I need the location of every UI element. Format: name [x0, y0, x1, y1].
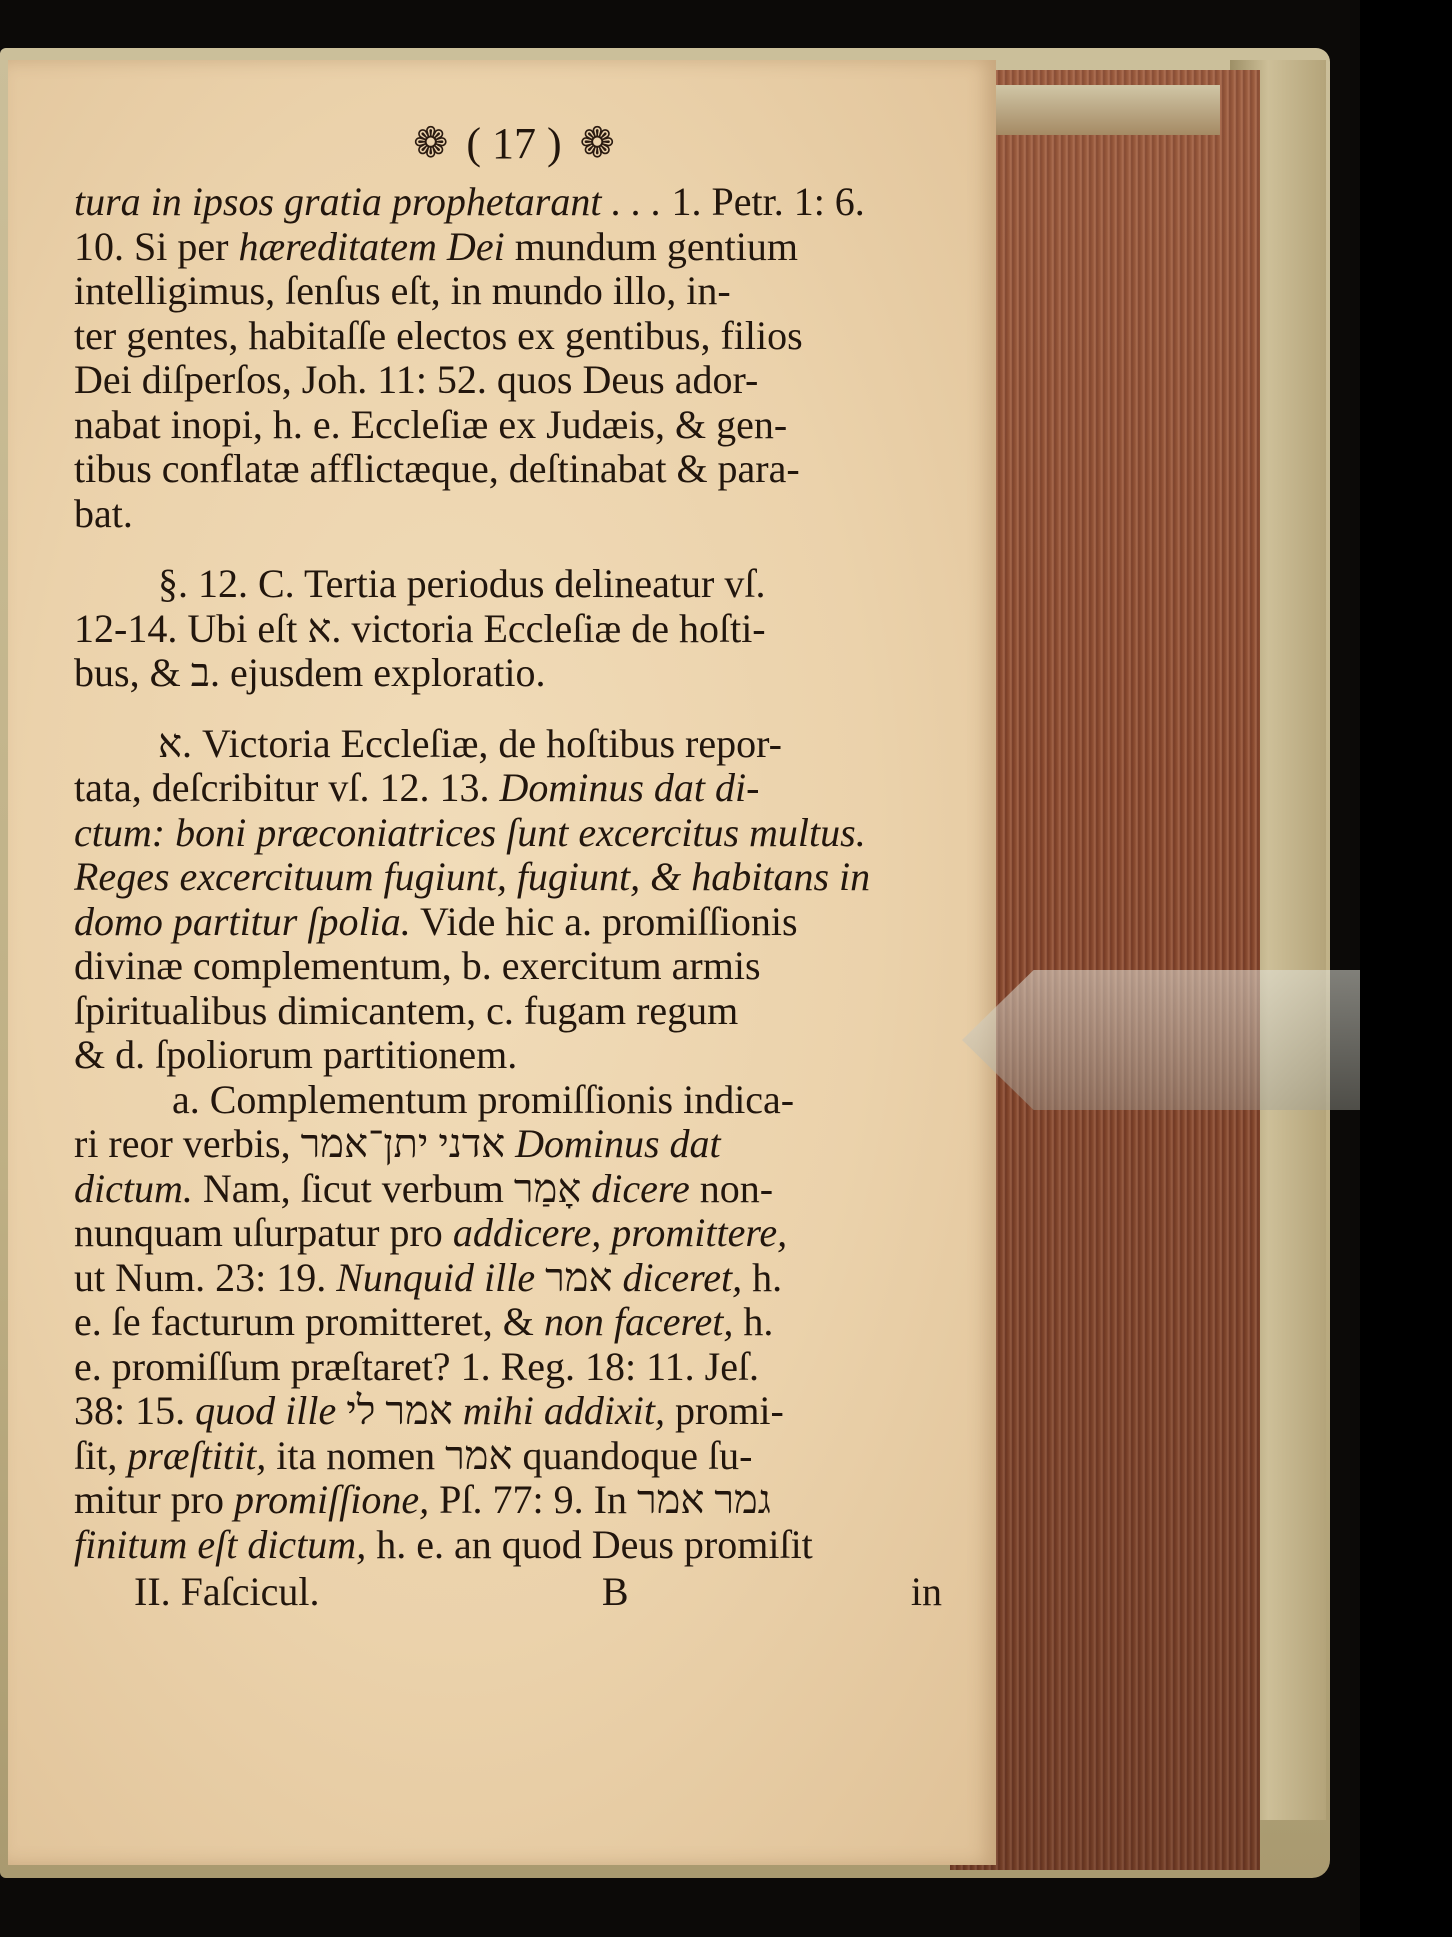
roman-span: Nam, ſicut verbum אָמַר — [192, 1166, 592, 1211]
roman-span: 1. Petr. 1: 6. — [661, 180, 865, 224]
italic-span: ctum: boni præconiatrices ſunt excercitus multus. — [74, 810, 866, 855]
italic-span: Reges excercituum fugiunt, fugiunt, & habitans in — [74, 855, 871, 899]
page-text — [74, 110, 954, 1617]
text-line: §. 12. C. Tertia periodus delineatur vſ. — [158, 562, 766, 606]
text-line — [74, 1434, 954, 1479]
italic-span: mihi addixit, — [462, 1389, 665, 1433]
signature-mark: II. Faſcicul. — [134, 1569, 320, 1614]
text-line — [74, 1211, 954, 1256]
roman-span: ut Num. 23: 19. — [74, 1255, 337, 1300]
roman-span: h. — [742, 1255, 783, 1300]
roman-span: ri reor verbis, אדני יתן־אמר — [74, 1122, 516, 1166]
roman-span: mitur pro — [74, 1478, 234, 1522]
roman-span: Vide hic a. promiſſionis — [410, 899, 798, 944]
background-edge — [1360, 0, 1452, 1937]
roman-span: non- — [689, 1166, 774, 1211]
text-line: Dei diſperſos, Joh. 11: 52. quos Deus ador- — [74, 358, 759, 402]
roman-span: Pſ. 77: 9. In גמר אמר — [429, 1478, 771, 1522]
roman-span: ſit, — [74, 1433, 128, 1478]
text-line: a. Complementum promiſſionis indica- — [172, 1077, 795, 1122]
text-line — [74, 900, 954, 945]
roman-span: tata, deſcribitur vſ. 12. 13. — [74, 766, 500, 810]
text-line: intelligimus, ſenſus eſt, in mundo illo, in- — [74, 269, 731, 313]
roman-span: 10. Si per — [74, 224, 239, 269]
italic-span: hæreditatem Dei — [238, 224, 505, 269]
text-line: e. promiſſum præſtaret? 1. Reg. 18: 11. Jeſ. — [74, 1344, 760, 1389]
text-line — [74, 1122, 954, 1167]
text-line — [74, 1300, 954, 1345]
roman-span: ita nomen אמר quandoque ſu- — [266, 1433, 753, 1478]
text-line — [74, 766, 954, 811]
roman-span: h. e. an quod Deus promiſit — [366, 1522, 813, 1567]
italic-span: non faceret, — [543, 1300, 734, 1344]
italic-span: dicere — [591, 1166, 690, 1211]
text-line: nabat inopi, h. e. Eccleſiæ ex Judæis, & gen- — [74, 402, 788, 447]
text-line — [74, 855, 954, 900]
paragraph-gap — [74, 536, 954, 562]
text-line — [74, 1389, 954, 1434]
catchword: in — [910, 1569, 942, 1614]
italic-span: promiſſione, — [233, 1478, 430, 1522]
text-line — [74, 225, 954, 270]
text-line — [74, 811, 954, 856]
ornament-right-icon: ❁ — [579, 121, 615, 167]
italic-span: præſtitit, — [127, 1433, 267, 1478]
italic-span: diceret, — [622, 1255, 743, 1300]
roman-span: אמר לי — [336, 1389, 463, 1433]
text-line: ſpiritualibus dimicantem, c. fugam regum — [74, 988, 739, 1033]
italic-span: dictum. — [74, 1166, 193, 1211]
italic-span: quod ille — [195, 1389, 337, 1433]
italic-span: Nunquid ille — [336, 1255, 536, 1300]
text-line: 12-14. Ubi eſt א. victoria Eccleſiæ de hoſti- — [74, 606, 766, 651]
bookmark-ribbon — [962, 970, 1360, 1110]
italic-span: addicere, promittere, — [452, 1211, 788, 1255]
page-block-top — [980, 85, 1220, 135]
sheet-mark: B — [601, 1569, 629, 1614]
ornament-left-icon: ❁ — [413, 121, 449, 167]
roman-span: h. — [733, 1300, 774, 1344]
running-header — [74, 110, 954, 176]
text-line: bat. — [74, 491, 133, 536]
text-line — [74, 1523, 954, 1568]
text-line — [74, 180, 954, 225]
italic-span: tura in ipsos gratia prophetarant . . . — [74, 180, 662, 224]
text-line: bus, & ב. ejusdem exploratio. — [74, 651, 546, 695]
italic-span: Dominus dat — [515, 1122, 721, 1166]
text-line: tibus conflatæ afflictæque, deſtinabat & para- — [74, 447, 800, 491]
paragraph-gap — [74, 696, 954, 722]
text-line — [74, 1256, 954, 1301]
italic-span: finitum eſt dictum, — [74, 1522, 367, 1567]
roman-span: e. ſe facturum promitteret, & — [74, 1300, 544, 1344]
page-footer — [74, 1567, 954, 1617]
text-line: ter gentes, habitaſſe electos ex gentibus, filios — [74, 313, 803, 358]
body-text — [74, 180, 954, 1567]
text-line: divinæ complementum, b. exercitum armis — [74, 944, 761, 988]
text-line — [74, 1167, 954, 1212]
text-line: & d. ſpoliorum partitionem. — [74, 1033, 518, 1077]
roman-span: אמר — [535, 1255, 623, 1300]
roman-span: mundum gentium — [504, 224, 799, 269]
italic-span: Dominus dat di- — [499, 766, 760, 810]
roman-span: 38: 15. — [74, 1389, 196, 1433]
text-line: א. Victoria Eccleſiæ, de hoſtibus repor- — [158, 721, 782, 766]
text-line — [74, 1478, 954, 1523]
roman-span: nunquam uſurpatur pro — [74, 1211, 453, 1255]
roman-span: promi- — [665, 1389, 784, 1433]
italic-span: domo partitur ſpolia. — [74, 899, 411, 944]
page-number: ( 17 ) — [466, 118, 562, 168]
